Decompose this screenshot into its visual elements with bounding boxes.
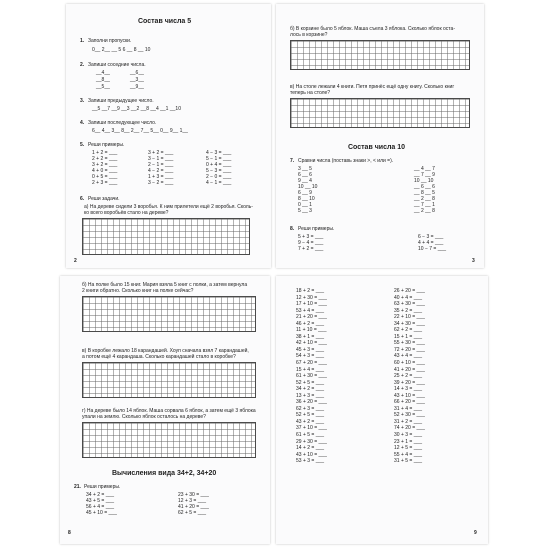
example: 63 + 30 = ___ (394, 301, 425, 308)
example: 55 + 4 = ___ (394, 451, 423, 458)
example: 23 + 1 = ___ (394, 438, 423, 445)
example: 72 + 20 = ___ (394, 346, 425, 353)
problem-text: ко всего воробьёв стало на дереве? (84, 210, 169, 216)
example: 39 + 20 = ___ (394, 379, 425, 386)
example: 31 + 4 = ___ (394, 405, 423, 412)
compare-item: 0 __ 1 (298, 202, 312, 208)
example: 3 + 2 = ___ (92, 162, 118, 168)
problem-text: теперь на столе? (290, 90, 331, 96)
task-line: 0__ 2__ __ 5 6 __ 8 __ 10 (92, 47, 151, 53)
example-column (206, 150, 231, 186)
task-number: 21. (74, 484, 81, 490)
example: 14 + 3 = ___ (394, 386, 423, 393)
answer-grid[interactable] (82, 218, 250, 255)
example: 52 + 30 = ___ (394, 412, 425, 419)
compare-column (298, 166, 317, 214)
problem-text: в) На столе лежали 4 книги. Петя принёс ещё одну книгу. Сколько книг (290, 84, 455, 90)
example: 53 + 4 = ___ (296, 307, 325, 314)
compare-item: 3 __ 5 (298, 166, 312, 172)
list-item: __8__ (96, 77, 110, 83)
example: 37 + 10 = ___ (296, 425, 327, 432)
example: 42 + 10 = ___ (296, 340, 327, 347)
page-number: 2 (74, 258, 77, 264)
compare-item: 6 __ 6 (298, 172, 312, 178)
example: 67 + 20 = ___ (296, 360, 327, 367)
example: 13 + 3 = ___ (296, 392, 325, 399)
example: 60 + 10 = ___ (394, 360, 425, 367)
example: 46 + 2 = ___ (296, 320, 325, 327)
task-line: 6__ 4__ 3__ 8__ 2__ 7__ 5__ 0__ 9__ 1__ (92, 128, 188, 134)
example-column (394, 288, 425, 465)
example-column (92, 150, 117, 186)
task-line: __5 __7 __9 __3 __2 __8 __4 __1 __10 (92, 106, 181, 112)
example: 61 + 30 = ___ (296, 373, 327, 380)
example: 17 + 10 = ___ (296, 301, 327, 308)
example: 4 + 0 = ___ (92, 168, 118, 174)
compare-item: 10 __ 10 (414, 178, 434, 184)
example: 61 + 5 = ___ (296, 432, 325, 439)
example: 54 + 3 = ___ (296, 353, 325, 360)
compare-column (414, 166, 435, 214)
task-number: 7. (290, 158, 295, 164)
compare-item: __ 8 __ 5 (414, 190, 435, 196)
task-number: 5. (80, 142, 85, 148)
page-title: Вычисления вида 34+2, 34+20 (112, 470, 217, 477)
example: 9 − 4 = ___ (298, 240, 324, 246)
example: 31 + 5 = ___ (394, 458, 423, 465)
compare-item: __ 7 __ 9 (414, 172, 435, 178)
task-text: Сравни числа (поставь знаки >, < или =). (298, 158, 394, 164)
example: 2 − 1 = ___ (148, 162, 174, 168)
example: 0 + 5 = ___ (92, 174, 118, 180)
example: 62 + 2 = ___ (394, 327, 423, 334)
example: 23 + 30 = ___ (178, 492, 209, 498)
problem-text: б) В корзине было 5 яблок. Маша съела 3 яблока. Сколько яблок оста- (290, 26, 455, 32)
example: 43 + 10 = ___ (394, 392, 425, 399)
compare-item: 8 __ 10 (298, 196, 315, 202)
task-text: Заполни пропуски. (88, 38, 132, 44)
problem-text: 2 книги обратно. Сколько книг на полке сейчас? (82, 288, 194, 294)
list-item: __4__ (96, 70, 110, 76)
compare-item: __ 2 __ 8 (414, 196, 435, 202)
answer-grid[interactable] (82, 422, 256, 458)
example: 38 + 1 = ___ (296, 333, 325, 340)
page-title: Состав числа 10 (348, 144, 406, 151)
problem-text: а потом ещё 4 карандаша. Сколько карандашей стало в коробке? (82, 354, 236, 360)
example: 25 + 2 = ___ (394, 373, 423, 380)
example: 5 − 3 = ___ (206, 168, 232, 174)
problem-text: упали на землю. Сколько яблок осталось на дереве? (82, 414, 206, 420)
example-column (178, 492, 209, 516)
example-column (86, 492, 117, 516)
example: 43 + 2 = ___ (296, 418, 325, 425)
list-item: __9__ (130, 84, 144, 90)
task-text: Реши задачи. (88, 196, 120, 202)
example: 18 + 2 = ___ (296, 288, 325, 294)
problem-text: г) На дереве было 14 яблок. Маша сорвала 6 яблок, а затем ещё 3 яблока (82, 408, 256, 414)
list-item: __3__ (130, 77, 144, 83)
answer-grid[interactable] (82, 296, 256, 332)
task-number: 2. (80, 62, 85, 68)
answer-grid[interactable] (290, 40, 470, 70)
example: 2 + 2 = ___ (92, 156, 118, 162)
example: 26 + 20 = ___ (394, 288, 425, 294)
example: 0 + 4 = ___ (206, 162, 232, 168)
example: 7 + 2 = ___ (298, 246, 324, 252)
example: 5 + 3 = ___ (298, 234, 324, 240)
page-8 (60, 276, 270, 544)
problem-text: а) На дереве сидели 3 воробья. К ним прилетели ещё 2 воробья. Сколь- (84, 204, 253, 210)
example-column (148, 150, 173, 186)
compare-item: 5 __ 3 (298, 208, 312, 214)
example: 3 − 1 = ___ (148, 156, 174, 162)
example-column (296, 288, 327, 465)
example: 21 + 20 = ___ (296, 314, 327, 321)
task-text: Запиши предыдущее число. (88, 98, 154, 104)
page-number: 8 (68, 530, 71, 536)
example: 29 + 30 = ___ (296, 438, 327, 445)
example: 53 + 3 = ___ (296, 458, 325, 465)
example: 55 + 30 = ___ (394, 340, 425, 347)
problem-text: в) В коробке лежало 18 карандашей. Хоуп сначала взял 7 карандашей, (82, 348, 249, 354)
compare-item: 10 __ 10 (298, 184, 318, 190)
compare-item: 6 __ 9 (298, 190, 312, 196)
task-number: 4. (80, 120, 85, 126)
example: 5 − 1 = ___ (206, 156, 232, 162)
example: 3 + 2 = ___ (148, 150, 174, 156)
example: 31 + 2 = ___ (394, 418, 423, 425)
page-9 (276, 276, 488, 544)
example: 1 + 3 = ___ (148, 174, 174, 180)
example: 41 + 20 = ___ (178, 504, 209, 510)
task-text: Реши примеры. (84, 484, 121, 490)
compare-item: __ 4 __ 7 (414, 166, 435, 172)
page-2 (66, 4, 271, 268)
example: 35 + 2 = ___ (394, 307, 423, 314)
example: 36 + 20 = ___ (296, 399, 327, 406)
page-title: Состав числа 5 (138, 18, 192, 25)
example: 62 + 3 = ___ (296, 405, 325, 412)
example: 10 − 7 = ___ (418, 246, 447, 252)
list-item: __6__ (130, 70, 144, 76)
problem-text: б) На полке было 15 книг. Мария взяла 5 книг с полки, а затем вернула (82, 282, 248, 288)
page-3 (276, 4, 484, 268)
example: 45 + 10 = ___ (86, 510, 117, 516)
example: 62 + 5 = ___ (178, 510, 207, 516)
task-text: Запиши последующее число. (88, 120, 157, 126)
example: 34 + 2 = ___ (296, 386, 325, 393)
example: 74 + 20 = ___ (394, 425, 425, 432)
example: 12 + 5 = ___ (394, 445, 423, 452)
example: 4 − 1 = ___ (206, 180, 232, 186)
example: 3 − 2 = ___ (148, 180, 174, 186)
example: 12 + 30 = ___ (296, 294, 327, 301)
example: 12 + 3 = ___ (178, 498, 207, 504)
task-text: Реши примеры. (298, 226, 335, 232)
compare-item: __ 6 __ 6 (414, 184, 435, 190)
task-number: 1. (80, 38, 85, 44)
page-number: 3 (472, 258, 475, 264)
page-number: 9 (474, 530, 477, 536)
task-number: 3. (80, 98, 85, 104)
answer-grid[interactable] (82, 362, 256, 398)
task-number: 6. (80, 196, 85, 202)
compare-item: __ 2 __ 8 (414, 208, 435, 214)
task-text: Запиши соседние числа. (88, 62, 146, 68)
example: 41 + 20 = ___ (394, 366, 425, 373)
example: 66 + 20 = ___ (394, 399, 425, 406)
example: 40 + 4 = ___ (394, 294, 423, 301)
example: 4 − 3 = ___ (206, 150, 232, 156)
example: 4 − 2 = ___ (148, 168, 174, 174)
example: 11 + 10 = ___ (296, 327, 327, 334)
example: 15 + 4 = ___ (296, 366, 325, 373)
example: 6 − 3 = ___ (418, 234, 444, 240)
example: 43 + 4 = ___ (394, 353, 423, 360)
example: 2 − 0 = ___ (206, 174, 232, 180)
compare-item: 9 __ 4 (298, 178, 312, 184)
example: 43 + 10 = ___ (296, 451, 327, 458)
example: 30 + 3 = ___ (394, 432, 423, 439)
example: 52 + 5 = ___ (296, 379, 325, 386)
example: 34 + 30 = ___ (394, 320, 425, 327)
example-column (418, 234, 446, 252)
list-item: __5__ (96, 84, 110, 90)
example: 1 + 2 = ___ (92, 150, 118, 156)
compare-item: __ 7 __ 1 (414, 202, 435, 208)
problem-text: лось в корзине? (290, 32, 328, 38)
example: 22 + 10 = ___ (394, 314, 425, 321)
example: 45 + 3 = ___ (296, 346, 325, 353)
example: 4 + 4 = ___ (418, 240, 444, 246)
task-number: 8. (290, 226, 295, 232)
answer-grid[interactable] (290, 98, 470, 128)
example: 43 + 5 = ___ (86, 498, 115, 504)
task-text: Реши примеры. (88, 142, 125, 148)
example: 52 + 5 = ___ (296, 412, 325, 419)
example: 14 + 2 = ___ (296, 445, 325, 452)
example: 56 + 4 = ___ (86, 504, 115, 510)
example-column (298, 234, 323, 252)
example: 15 + 1 = ___ (394, 333, 423, 340)
example: 2 + 3 = ___ (92, 180, 118, 186)
example: 34 + 2 = ___ (86, 492, 115, 498)
